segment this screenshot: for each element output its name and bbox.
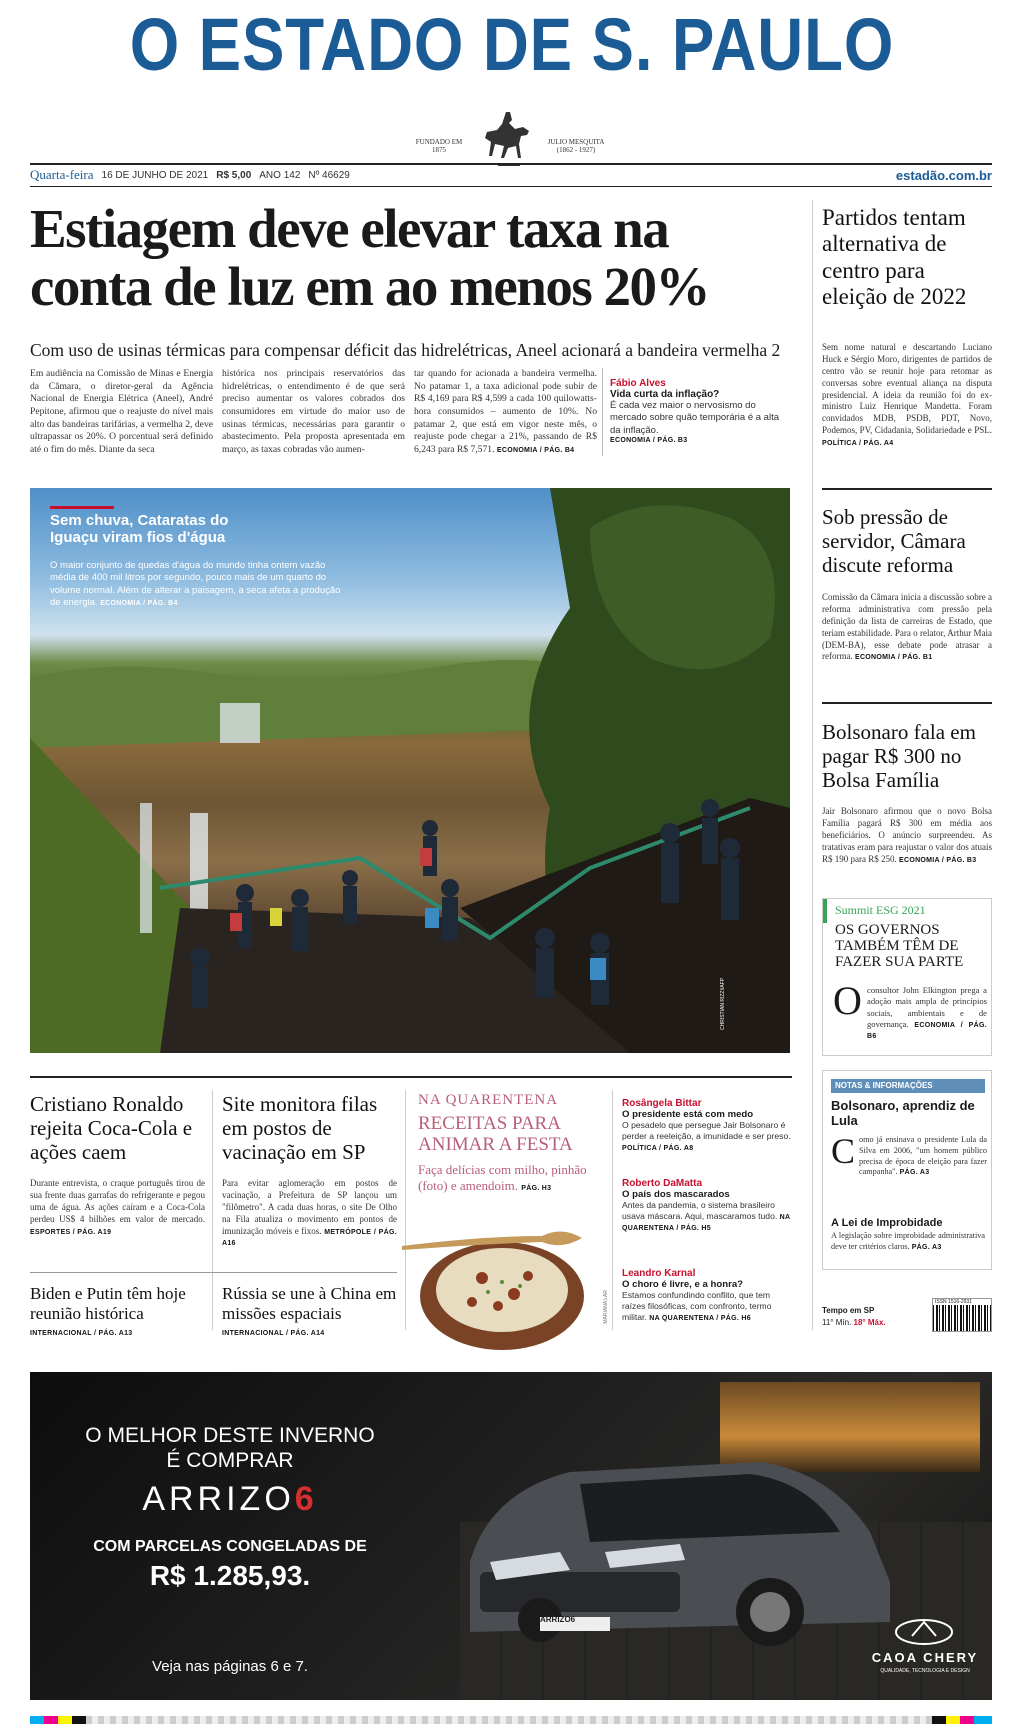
fabio-title: Vida curta da inflação? xyxy=(610,389,720,400)
opinion-ref: NA QUARENTENA / PÁG. H6 xyxy=(649,1315,751,1323)
horse-rider-logo-icon xyxy=(478,108,536,170)
dateline-date: 16 DE JUNHO DE 2021 xyxy=(101,169,209,181)
side3-headline: Bolsonaro fala em pagar R$ 300 no Bolsa Família xyxy=(822,720,976,793)
dateline-price: R$ 5,00 xyxy=(216,169,252,181)
biden-ref: INTERNACIONAL / PÁG. A13 xyxy=(30,1330,133,1337)
side2-text: Comissão da Câmara inicia a discussão sobre a reforma administrativa com pressão pela definição da lista de carreiras de Estado, que teriam estabilidade. Para o relator, Arthur Maia (DEM-BA), esse debate pode atrasar a reforma. xyxy=(822,592,992,662)
summit-text: consultor John Elkington prega a adoção mais ampla de princípios sociais, ambientais e de governança. xyxy=(867,985,987,1030)
iguacu-falls-photo xyxy=(30,488,790,1053)
side3-body xyxy=(822,806,992,865)
lead-col-1: Em audiência na Comissão de Minas e Energia da Câmara, o diretor-geral da Agência Nacional de Energia Elétrica (Aneel), André Pepitone, afirmou que o reajuste do nível mais alto das bandeiras tarifárias, a vermelha 2, deve ultrapassar os 20%. O porcentual será definido até o fim do mês. Diante da seca xyxy=(30,368,213,455)
founder-name: JULIO MESQUITA xyxy=(547,138,605,146)
filas-headline: Site monitora filas em postos de vacinação em SP xyxy=(222,1092,378,1165)
col-divider-3 xyxy=(612,1090,613,1330)
summit-initial: O xyxy=(833,978,862,1023)
column-fabio xyxy=(610,378,790,444)
notas-body-1 xyxy=(859,1135,987,1178)
opinion-author: Roberto DaMatta xyxy=(622,1178,703,1189)
opinion-text xyxy=(622,1120,792,1154)
ad-brand-name: ARRIZO xyxy=(142,1480,295,1518)
weather-label: Tempo em SP xyxy=(822,1306,875,1315)
side3-text: Jair Bolsonaro afirmou que o novo Bolsa Família pagará R$ 300 em média aos beneficiários. O anúncio surpreendeu. As tratativas eram para reajustar o valor dos atuais R$ 190 para R$ 250. xyxy=(822,806,992,864)
side-rule-1 xyxy=(822,488,992,490)
opinion-author: Rosângela Bittar xyxy=(622,1098,702,1109)
side2-headline: Sob pressão de servidor, Câmara discute reforma xyxy=(822,505,966,578)
quarentena-ref: PÁG. H3 xyxy=(521,1184,552,1192)
summit-accent xyxy=(823,899,827,923)
notas-box xyxy=(822,1070,992,1270)
founder xyxy=(540,138,612,155)
side3-ref: ECONOMIA / PÁG. B3 xyxy=(899,856,977,864)
notas-text-1: omo já ensinava o presidente Lula da Silva em 2006, "um homem público precisa de época de eleição para fazer campanha". xyxy=(859,1135,987,1177)
opinion-ref: POLÍTICA / PÁG. A8 xyxy=(622,1145,694,1153)
founded-label-text: FUNDADO EM xyxy=(415,138,463,146)
dateline-year: ANO 142 xyxy=(259,169,301,181)
filas-ref: METRÓPOLE / PÁG. A16 xyxy=(222,1228,397,1248)
col-divider-1 xyxy=(212,1090,213,1330)
barcode xyxy=(932,1298,992,1332)
notas-ref-2: PÁG. A3 xyxy=(911,1243,942,1251)
lead-deck: Com uso de usinas térmicas para compensar déficit das hidrelétricas, Aneel acionará a bandeira vermelha 2 xyxy=(30,340,781,360)
opinion-text xyxy=(622,1200,792,1234)
dateline-number: Nº 46629 xyxy=(308,169,350,181)
filas-text: Para evitar aglomeração em postos de vacinação, a Prefeitura de SP lançou um "filômetro". A cada duas horas, o site De Olho na Fila atualiza o movimento em pontos de imunização móveis e fixos. xyxy=(222,1178,397,1236)
lead-headline: Estiagem deve elevar taxa na conta de luz em ao menos 20% xyxy=(30,198,710,317)
lead-col-2: histórica nos principais reservatórios das hidrelétricas, o entendimento é de que será preciso aumentar os valores cobrados dos consumidores em virtude do maior uso de usinas térmicas, necessárias para garantir o abastecimento. Pela proposta apresentada em março, as taxas cobradas vão aumen- xyxy=(222,368,405,455)
notas-headline-1: Bolsonaro, aprendiz de Lula xyxy=(831,1098,975,1128)
car-advertisement[interactable] xyxy=(30,1372,992,1700)
russia-headline: Rússia se une à China em missões espaciais xyxy=(222,1284,397,1323)
dateline xyxy=(30,167,992,183)
bottom-subrule xyxy=(30,1272,397,1273)
summit-label: Summit ESG 2021 xyxy=(835,903,926,917)
quarentena-credit: MARIANA LAR xyxy=(603,1290,609,1324)
ad-price: R$ 1.285,93. xyxy=(149,1560,311,1591)
notas-body-2 xyxy=(831,1231,985,1253)
ad-line-2: É COMPRAR xyxy=(166,1449,294,1472)
photo-credit: CHRISTIAN RIZZI/AFP xyxy=(720,978,726,1030)
opinion-title: O presidente está com medo xyxy=(622,1109,754,1120)
side1-body xyxy=(822,342,992,449)
barcode-issn: ISSN 1516-2931 xyxy=(933,1299,991,1305)
bottom-rule xyxy=(30,1076,792,1078)
ad-line-3: COM PARCELAS CONGELADAS DE xyxy=(93,1538,367,1555)
car-image xyxy=(430,1412,910,1662)
fabio-text: É cada vez maior o nervosismo do mercado sobre quão temporária é a alta da inflação. xyxy=(610,400,779,436)
opinion-title: O choro é livre, e a honra? xyxy=(622,1279,744,1290)
quarentena-headline: RECEITAS PARA ANIMAR A FESTA xyxy=(418,1113,573,1155)
opinion-text-body: O pesadelo que persegue Jair Bolsonaro é perder a reeleição, a imunidade e ser preso. xyxy=(622,1120,791,1142)
founded-year: 1875 xyxy=(432,146,446,155)
lead-ref: ECONOMIA / PÁG. B4 xyxy=(496,446,575,454)
lead-col-3 xyxy=(414,368,597,457)
summit-body xyxy=(867,985,987,1042)
biden-headline: Biden e Putin têm hoje reunião histórica xyxy=(30,1284,186,1323)
sidebar-divider xyxy=(812,200,813,1330)
pinhao-dish-icon xyxy=(402,1216,602,1356)
quarentena-deck xyxy=(418,1162,608,1193)
photo-caption-text: O maior conjunto de quedas d'água do mundo tinha ontem vazão média de 400 mil litros por segundo, pouco mais de um quarto do volume normal. Além de alterar a paisagem, a seca afeta a produção de energia. xyxy=(50,560,341,609)
quarentena-deck-text: Faça delícias com milho, pinhão (foto) e amendoim. xyxy=(418,1162,587,1193)
russia-ref: INTERNACIONAL / PÁG. A14 xyxy=(222,1330,325,1337)
masthead-title: O ESTADO DE S. PAULO xyxy=(129,3,895,86)
summit-ref: ECONOMIA / PÁG. B6 xyxy=(867,1022,987,1041)
column-divider xyxy=(602,368,603,456)
photo-title: Sem chuva, Cataratas do Iguaçu viram fios d'água xyxy=(50,512,229,547)
quarentena-label: NA QUARENTENA xyxy=(418,1092,559,1108)
side1-headline: Partidos tentam alternativa de centro para eleição de 2022 xyxy=(822,205,967,310)
side2-body xyxy=(822,592,992,663)
opinion-text-body: Estamos confundindo conflito, que tem raízes filosóficas, com confronto, termo militar. xyxy=(622,1290,772,1323)
weather-min: 11° Mín. xyxy=(822,1318,852,1327)
ad-brand xyxy=(50,1480,410,1519)
side-rule-2 xyxy=(822,702,992,704)
summit-headline: OS GOVERNOS TAMBÉM TÊM DE FAZER SUA PARTE xyxy=(835,922,964,970)
ad-maker: CAOA CHERY xyxy=(871,1650,979,1665)
fabio-ref: ECONOMIA / PÁG. B3 xyxy=(610,437,688,445)
opinion-author: Leandro Karnal xyxy=(622,1268,696,1279)
photo-ref: ECONOMIA / PÁG. B4 xyxy=(100,600,178,608)
print-color-bar xyxy=(30,1716,992,1724)
weather xyxy=(822,1318,886,1327)
car-plate: ARRIZO6 xyxy=(540,1615,576,1624)
ronaldo-text: Durante entrevista, o craque português tirou de sua frente duas garrafas do refrigerante e pegou uma de água. As ações caíram e a Coca-Cola perdeu US$ 4 bilhões em valor de mercado. xyxy=(30,1178,205,1224)
opinion-text xyxy=(622,1290,792,1324)
fabio-author: Fábio Alves xyxy=(610,378,666,389)
weather-max: 18° Máx. xyxy=(853,1318,886,1327)
opinion-title: O país dos mascarados xyxy=(622,1189,730,1200)
notas-text-2: A legislação sobre improbidade administrativa deve ter critérios claros. xyxy=(831,1231,985,1251)
ad-pages: Veja nas páginas 6 e 7. xyxy=(152,1658,308,1675)
side1-ref: POLÍTICA / PÁG. A4 xyxy=(822,440,894,447)
notas-label: NOTAS & INFORMAÇÕES xyxy=(831,1079,985,1093)
notas-initial: C xyxy=(831,1131,856,1171)
ronaldo-ref: ESPORTES / PÁG. A19 xyxy=(30,1228,112,1236)
opinion-item xyxy=(622,1268,792,1324)
founded-label xyxy=(408,138,470,155)
photo-title-bar xyxy=(50,506,114,509)
chery-logo-icon xyxy=(892,1618,956,1646)
website-link[interactable]: estadão.com.br xyxy=(895,167,992,183)
opinion-item xyxy=(622,1098,792,1154)
ad-model-number: 6 xyxy=(294,1480,318,1518)
masthead-rule xyxy=(30,163,992,165)
opinion-item xyxy=(622,1178,792,1234)
opinion-text-body: Antes da pandemia, o sistema brasileiro usava máscara. Aqui, mascaramos tudo. xyxy=(622,1200,778,1222)
notas-ref-1: PÁG. A3 xyxy=(899,1169,930,1177)
ad-maker-tagline: QUALIDADE, TECNOLOGIA E DESIGN xyxy=(880,1668,970,1674)
opinion-ref: NA QUARENTENA / PÁG. H5 xyxy=(622,1214,791,1233)
photo-caption xyxy=(50,560,350,609)
side2-ref: ECONOMIA / PÁG. B1 xyxy=(854,654,933,662)
dateline-rule xyxy=(30,186,992,187)
dateline-weekday: Quarta-feira xyxy=(30,167,94,182)
founder-years: (1862 - 1927) xyxy=(556,146,596,155)
ronaldo-body xyxy=(30,1178,205,1237)
filas-body xyxy=(222,1178,397,1249)
lead-col-3-text: tar quando for acionada a bandeira vermelha. No patamar 1, a taxa adicional pode subir de R$ 4,169 para R$ 4,599 a cada 100 quilowatts-hora consumidos – aumento de 10%. No patamar 2, que está em vigor neste mês, o reajuste pode chegar a 21%, passando de R$ 6,243 para R$ 7,571. xyxy=(414,368,597,455)
summit-box xyxy=(822,898,992,1056)
notas-headline-2: A Lei de Improbidade xyxy=(831,1217,943,1229)
side1-text: Sem nome natural e descartando Luciano Huck e Sérgio Moro, dirigentes de partidos de centro vão se reunir hoje para retomar as conversas sobre eventual aliança na disputa presidencial. A ideia da reunião foi do ex-ministro Luiz Henrique Mandetta. Foram convidados MDB, PSDB, PDT, Novo, Podemos, PV, Cidadania, Solidariedade e PSL. xyxy=(822,342,992,436)
ad-line-1: O MELHOR DESTE INVERNO xyxy=(85,1424,375,1447)
ronaldo-headline: Cristiano Ronaldo rejeita Coca-Cola e ações caem xyxy=(30,1092,193,1165)
